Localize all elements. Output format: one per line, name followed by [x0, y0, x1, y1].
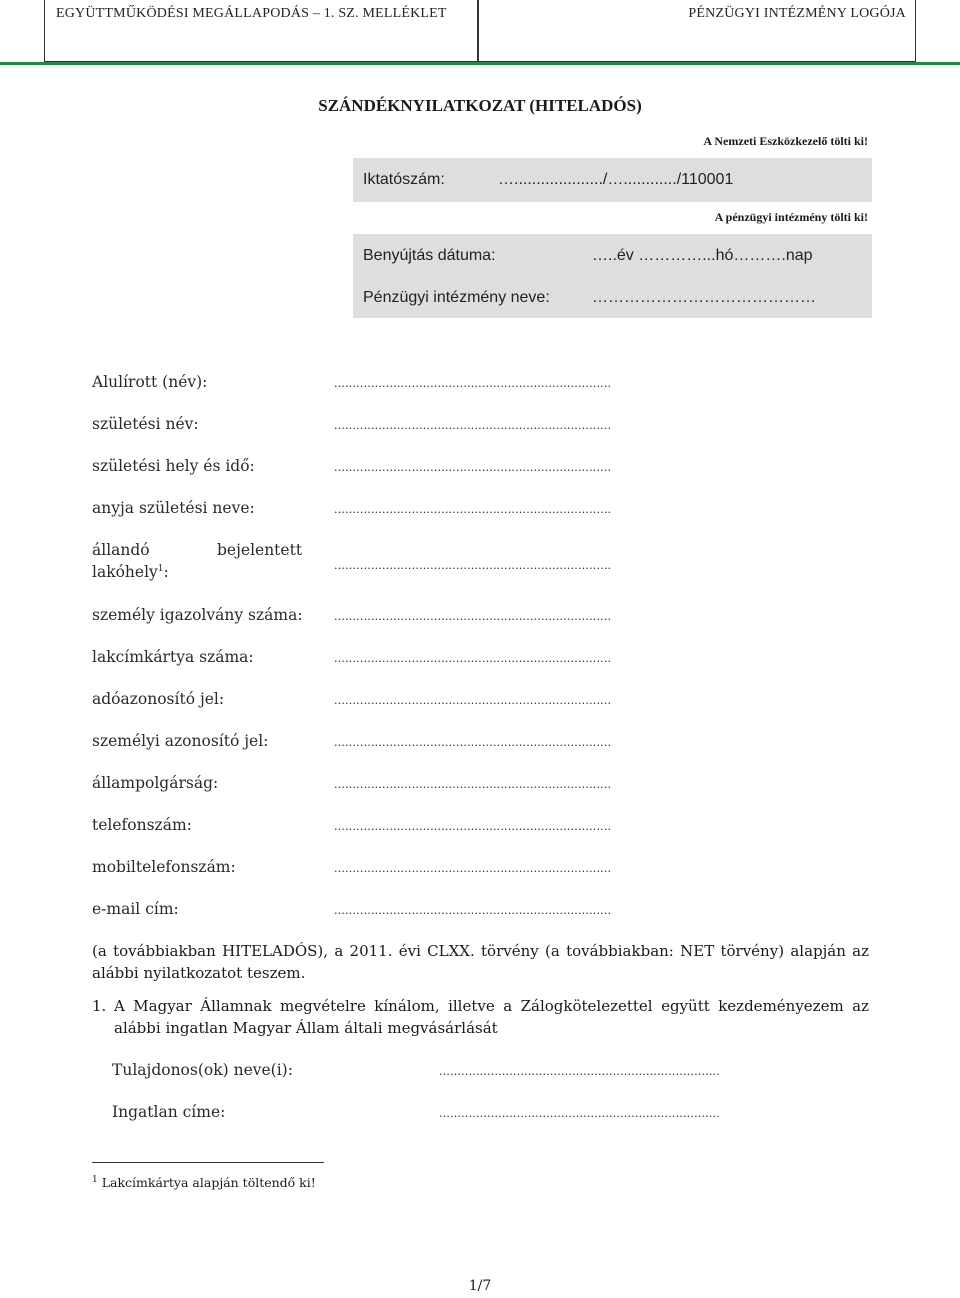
field-label-allampolgarsag: állampolgárság: [92, 774, 219, 792]
intezmeny-label: Pénzügyi intézmény neve: [363, 289, 550, 306]
field-label-telefonszam: telefonszám: [92, 816, 192, 834]
field-input-szemelyi-azonosito[interactable]: ........................................................................... [334, 736, 612, 749]
field-label-mobiltelefonszam: mobiltelefonszám: [92, 858, 236, 876]
nemzeti-note: A Nemzeti Eszközkezelő tölti ki! [703, 134, 868, 148]
property-field[interactable]: ............................................................................ [439, 1107, 720, 1120]
lakohely-colon: : [163, 563, 169, 581]
field-input-lakcimkartya[interactable]: ........................................................................... [334, 652, 612, 665]
field-label-szuletesi-hely: születési hely és idő: [92, 457, 255, 475]
header-right-title: PÉNZÜGYI INTÉZMÉNY LOGÓJA [688, 6, 906, 21]
field-label-allando-a: állandó [92, 541, 150, 559]
field-input-adoazonosito[interactable]: ........................................................................... [334, 694, 612, 707]
field-label-lakcimkartya: lakcímkártya száma: [92, 648, 254, 666]
page-number: 1/7 [468, 1278, 492, 1294]
owner-label: Tulajdonos(ok) neve(i): [112, 1061, 293, 1079]
intezmeny-field[interactable]: …………………………………… [592, 289, 816, 306]
point-1-number: 1. [92, 997, 107, 1015]
benyujtas-label: Benyújtás dátuma: [363, 247, 496, 264]
field-input-telefonszam[interactable]: ........................................................................... [334, 820, 612, 833]
field-label-allando-c [92, 563, 169, 581]
footnote-divider [92, 1162, 324, 1163]
field-input-email[interactable]: ........................................................................... [334, 904, 612, 917]
field-input-mobiltelefonszam[interactable]: ........................................................................... [334, 862, 612, 875]
field-label-allando-b: bejelentett [217, 541, 303, 559]
field-label-nev: Alulírott (név): [92, 373, 208, 391]
field-label-adoazonosito: adóazonosító jel: [92, 690, 225, 708]
field-input-szemelyi-igazolvany[interactable]: ........................................................................... [334, 610, 612, 623]
field-input-nev[interactable]: ........................................................................... [334, 377, 612, 390]
iktatoszam-field[interactable]: …..................../…............/110001 [498, 171, 734, 188]
owner-field[interactable]: ............................................................................ [439, 1065, 720, 1078]
field-input-lakohely[interactable]: ........................................................................... [334, 559, 612, 572]
field-input-szuletesi-hely[interactable]: ........................................................................... [334, 461, 612, 474]
footnote [92, 1175, 316, 1190]
iktatoszam-label: Iktatószám: [363, 171, 445, 188]
document-title: SZÁNDÉKNYILATKOZAT (HITELADÓS) [318, 96, 642, 115]
penzugyi-note: A pénzügyi intézmény tölti ki! [714, 210, 868, 224]
field-label-szemelyi-igazolvany: személy igazolvány száma: [92, 606, 303, 624]
field-input-anyja-neve[interactable]: ........................................................................... [334, 503, 612, 516]
field-input-szuletesi-nev[interactable]: ........................................................................... [334, 419, 612, 432]
point-1-text: A Magyar Államnak megvételre kínálom, illetve a Zálogkötelezettel együtt kezdeményezem az alábbi ingatlan Magyar Állam általi megvásárlását [114, 997, 869, 1037]
field-label-szemelyi-azonosito: személyi azonosító jel: [92, 732, 269, 750]
footnote-ref: 1 [157, 563, 164, 574]
header-divider [0, 62, 960, 65]
field-label-szuletesi-nev: születési név: [92, 415, 199, 433]
field-label-anyja-neve: anyja születési neve: [92, 499, 255, 517]
property-label: Ingatlan címe: [112, 1103, 226, 1121]
header-left-title: EGYÜTTMŰKÖDÉSI MEGÁLLAPODÁS – 1. SZ. MELLÉKLET [56, 6, 447, 21]
lakohely-text: lakóhely [92, 563, 158, 581]
field-label-email: e-mail cím: [92, 900, 179, 918]
footnote-text: Lakcímkártya alapján töltendő ki! [101, 1175, 316, 1191]
field-input-allampolgarsag[interactable]: ........................................................................... [334, 778, 612, 791]
footnote-marker: 1 [92, 1175, 98, 1185]
benyujtas-field[interactable]: …..év …………...hó……….nap [592, 247, 813, 264]
intro-paragraph: (a továbbiakban HITELADÓS), a 2011. évi CLXX. törvény (a továbbiakban: NET törvény) alapján az alábbi nyilatkozatot teszem. [92, 942, 869, 982]
